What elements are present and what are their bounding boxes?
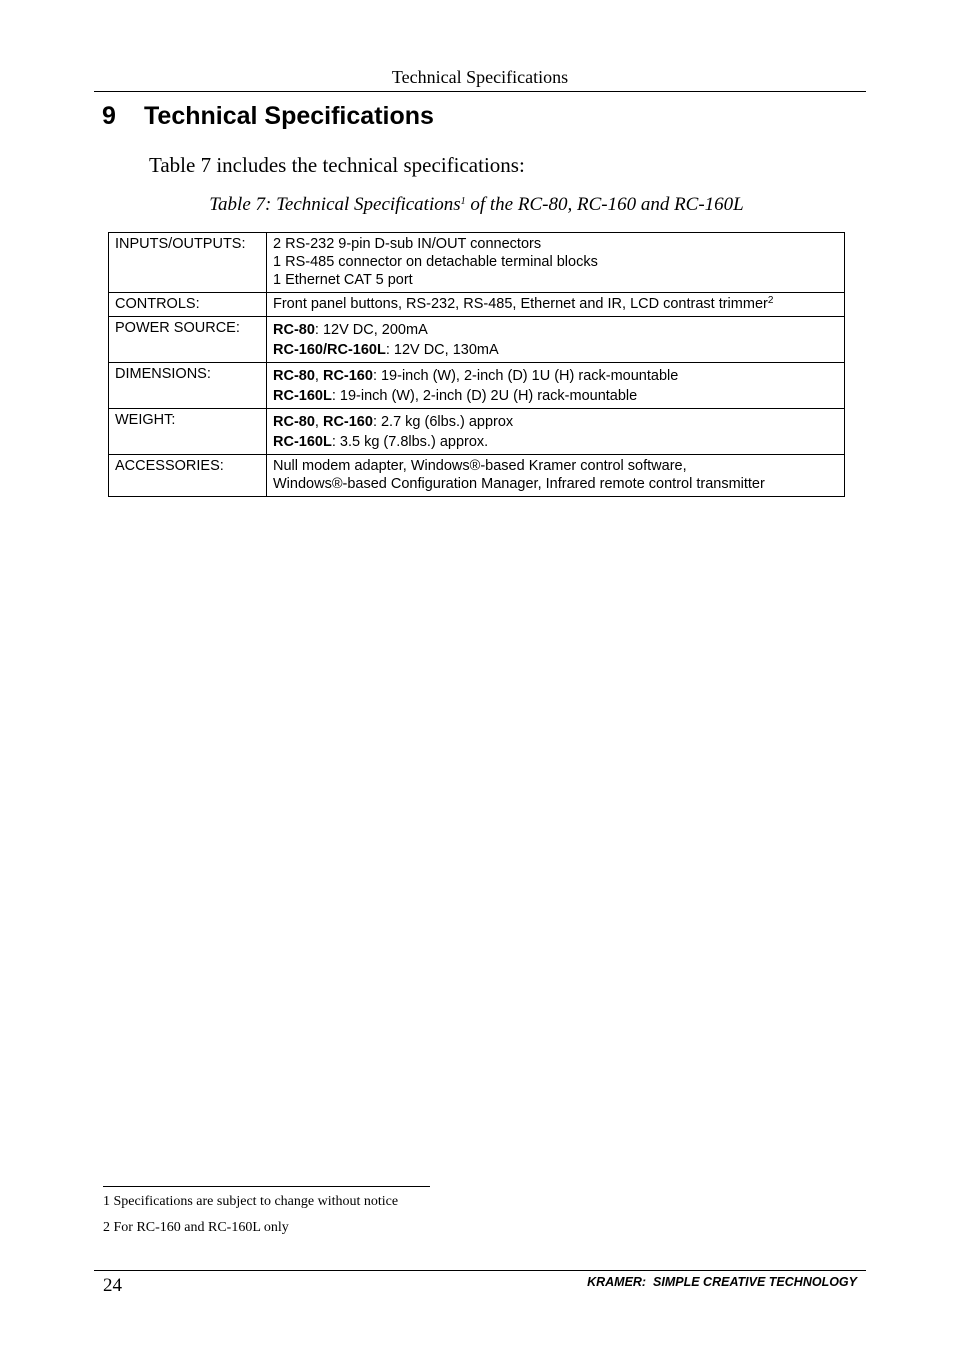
value-line: 1 RS-485 connector on detachable terminal blocks [273, 254, 598, 270]
table-row [109, 455, 845, 497]
row-label: CONTROLS: [109, 293, 267, 317]
table-row [109, 233, 845, 293]
model-name: RC-160 [322, 414, 373, 430]
caption-suffix: of the RC-80, RC-160 and RC-160L [465, 194, 744, 215]
footer-brand: KRAMER: SIMPLE CREATIVE TECHNOLOGY [587, 1275, 857, 1289]
footnote: 1 Specifications are subject to change without notice [103, 1194, 399, 1209]
value-line: 1 Ethernet CAT 5 port [273, 272, 413, 288]
table-row [109, 293, 845, 317]
intro-paragraph: Table 7 includes the technical specifications: [149, 153, 525, 177]
value-line: RC-80, RC-160: 19-inch (W), 2-inch (D) 1U (H) rack-mountable [273, 368, 679, 384]
value-line: Null modem adapter, Windows®-based Kramer control software, [273, 458, 687, 474]
model-name: RC-160 [322, 368, 373, 384]
model-name: RC-160L [273, 388, 332, 404]
section-number: 9 [102, 102, 116, 130]
running-header: Technical Specifications [391, 67, 569, 87]
value-line: Front panel buttons, RS-232, RS-485, Ethernet and IR, LCD contrast trimmer [273, 296, 768, 312]
spec-table [108, 232, 845, 497]
value-line: RC-80: 12V DC, 200mA [273, 322, 428, 338]
section-title-text: Technical Specifications [144, 102, 434, 130]
row-label: WEIGHT: [109, 409, 267, 455]
model-name: RC-80 [273, 414, 315, 430]
row-value [267, 293, 845, 317]
value-line: RC-80, RC-160: 2.7 kg (6lbs.) approx [273, 414, 514, 430]
value-line: RC-160/RC-160L: 12V DC, 130mA [273, 342, 499, 358]
caption-prefix: Table 7: Technical Specifications [209, 194, 461, 215]
footnote: 2 For RC-160 and RC-160L only [103, 1220, 289, 1235]
row-value [267, 409, 845, 455]
row-value [267, 233, 845, 293]
footnote-rule [103, 1186, 430, 1187]
model-name: RC-160L [273, 434, 332, 450]
page-number: 24 [103, 1275, 122, 1296]
model-name: RC-160L [327, 342, 386, 358]
table-row [109, 363, 845, 409]
row-value [267, 363, 845, 409]
value-line: Windows®-based Configuration Manager, Infrared remote control transmitter [273, 476, 765, 492]
footer-rule [94, 1270, 866, 1271]
table-caption [108, 192, 845, 218]
section-title [102, 100, 434, 132]
row-label: INPUTS/OUTPUTS: [109, 233, 267, 293]
model-name: RC-80 [273, 322, 315, 338]
row-label: POWER SOURCE: [109, 317, 267, 363]
value-line: RC-160L: 19-inch (W), 2-inch (D) 2U (H) rack-mountable [273, 388, 638, 404]
table-row [109, 317, 845, 363]
row-label: ACCESSORIES: [109, 455, 267, 497]
table-row [109, 409, 845, 455]
value-line: 2 RS-232 9-pin D-sub IN/OUT connectors [273, 236, 542, 252]
row-value [267, 455, 845, 497]
model-name: RC-80 [273, 368, 315, 384]
row-value [267, 317, 845, 363]
footnote-ref: 2 [767, 295, 774, 306]
header-rule [94, 91, 866, 92]
model-name: RC-160 [273, 342, 323, 358]
caption-footnote-ref: 1 [460, 196, 466, 207]
value-line: RC-160L: 3.5 kg (7.8lbs.) approx. [273, 434, 489, 450]
row-label: DIMENSIONS: [109, 363, 267, 409]
